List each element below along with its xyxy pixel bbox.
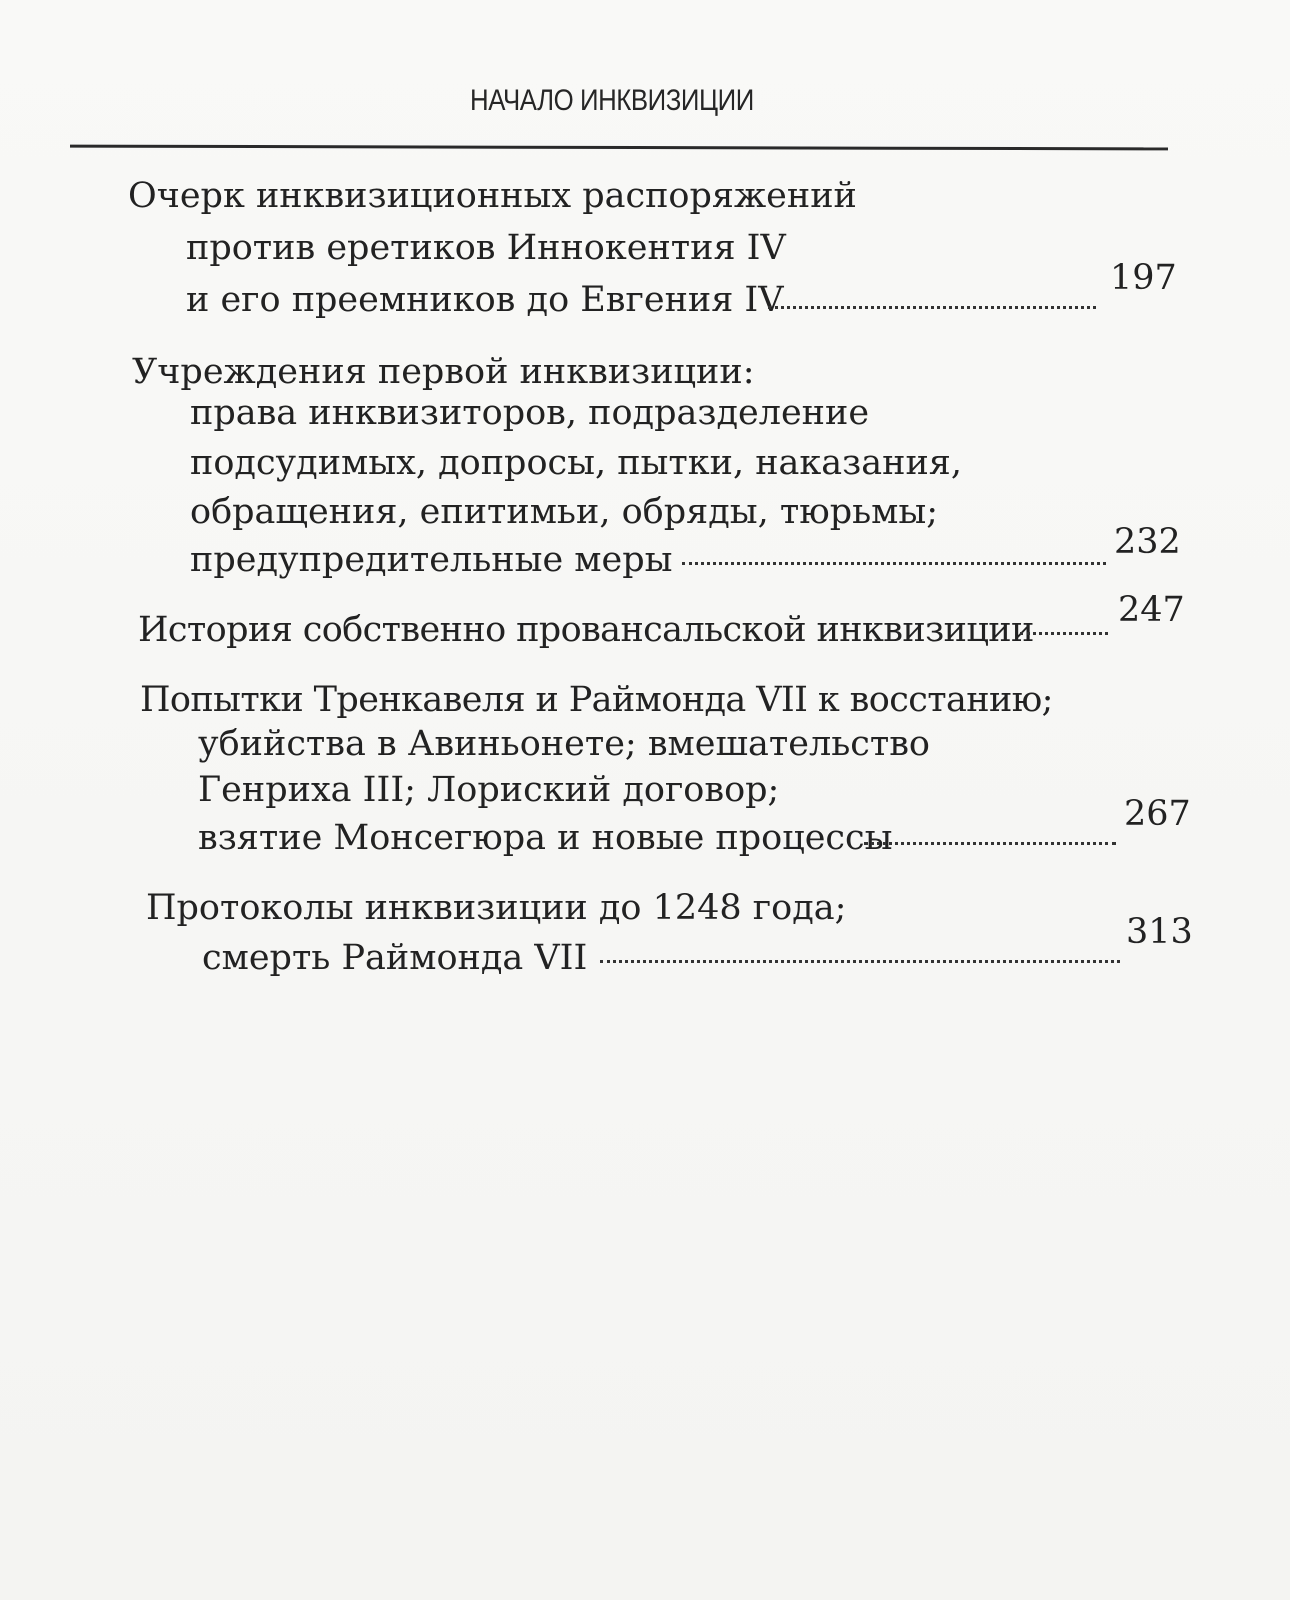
toc-entry-line: смерть Раймонда VII <box>202 938 588 978</box>
dot-leader <box>1020 632 1108 635</box>
page-number: 267 <box>1124 794 1191 834</box>
toc-entry-line: убийства в Авиньонете; вмешательство <box>198 724 930 764</box>
toc-entry-line: История собственно провансальской инквизиции <box>138 610 1034 650</box>
toc-entry-line: Очерк инквизиционных распоряжений <box>128 176 857 216</box>
toc-entry-line: предупредительные меры <box>190 540 673 580</box>
page-number: 197 <box>1110 258 1177 298</box>
toc-entry-line: Генриха III; Лориский договор; <box>198 770 780 810</box>
toc-entry-line: Учреждения первой инквизиции: <box>132 352 755 392</box>
dot-leader <box>768 306 1096 309</box>
dot-leader <box>682 562 1106 565</box>
page-number: 232 <box>1114 522 1181 562</box>
toc-entry-line: Попытки Тренкавеля и Раймонда VII к восстанию; <box>140 680 1053 720</box>
toc-entry-line: и его преемников до Евгения IV <box>186 280 784 320</box>
page-number: 247 <box>1118 590 1185 630</box>
dot-leader <box>600 960 1120 963</box>
toc-entry-line: Протоколы инквизиции до 1248 года; <box>146 888 847 928</box>
toc-entry-line: обращения, епитимьи, обряды, тюрьмы; <box>190 492 939 532</box>
running-head: НАЧАЛО ИНКВИЗИЦИИ <box>470 84 754 117</box>
page-number: 313 <box>1126 912 1193 952</box>
toc-entry-line: подсудимых, допросы, пытки, наказания, <box>190 443 962 483</box>
toc-entry-line: против еретиков Иннокентия IV <box>186 228 786 268</box>
toc-entry-line: права инквизиторов, подразделение <box>190 393 870 433</box>
toc-entry-line: взятие Монсегюра и новые процессы <box>198 818 893 858</box>
dot-leader <box>864 842 1116 845</box>
